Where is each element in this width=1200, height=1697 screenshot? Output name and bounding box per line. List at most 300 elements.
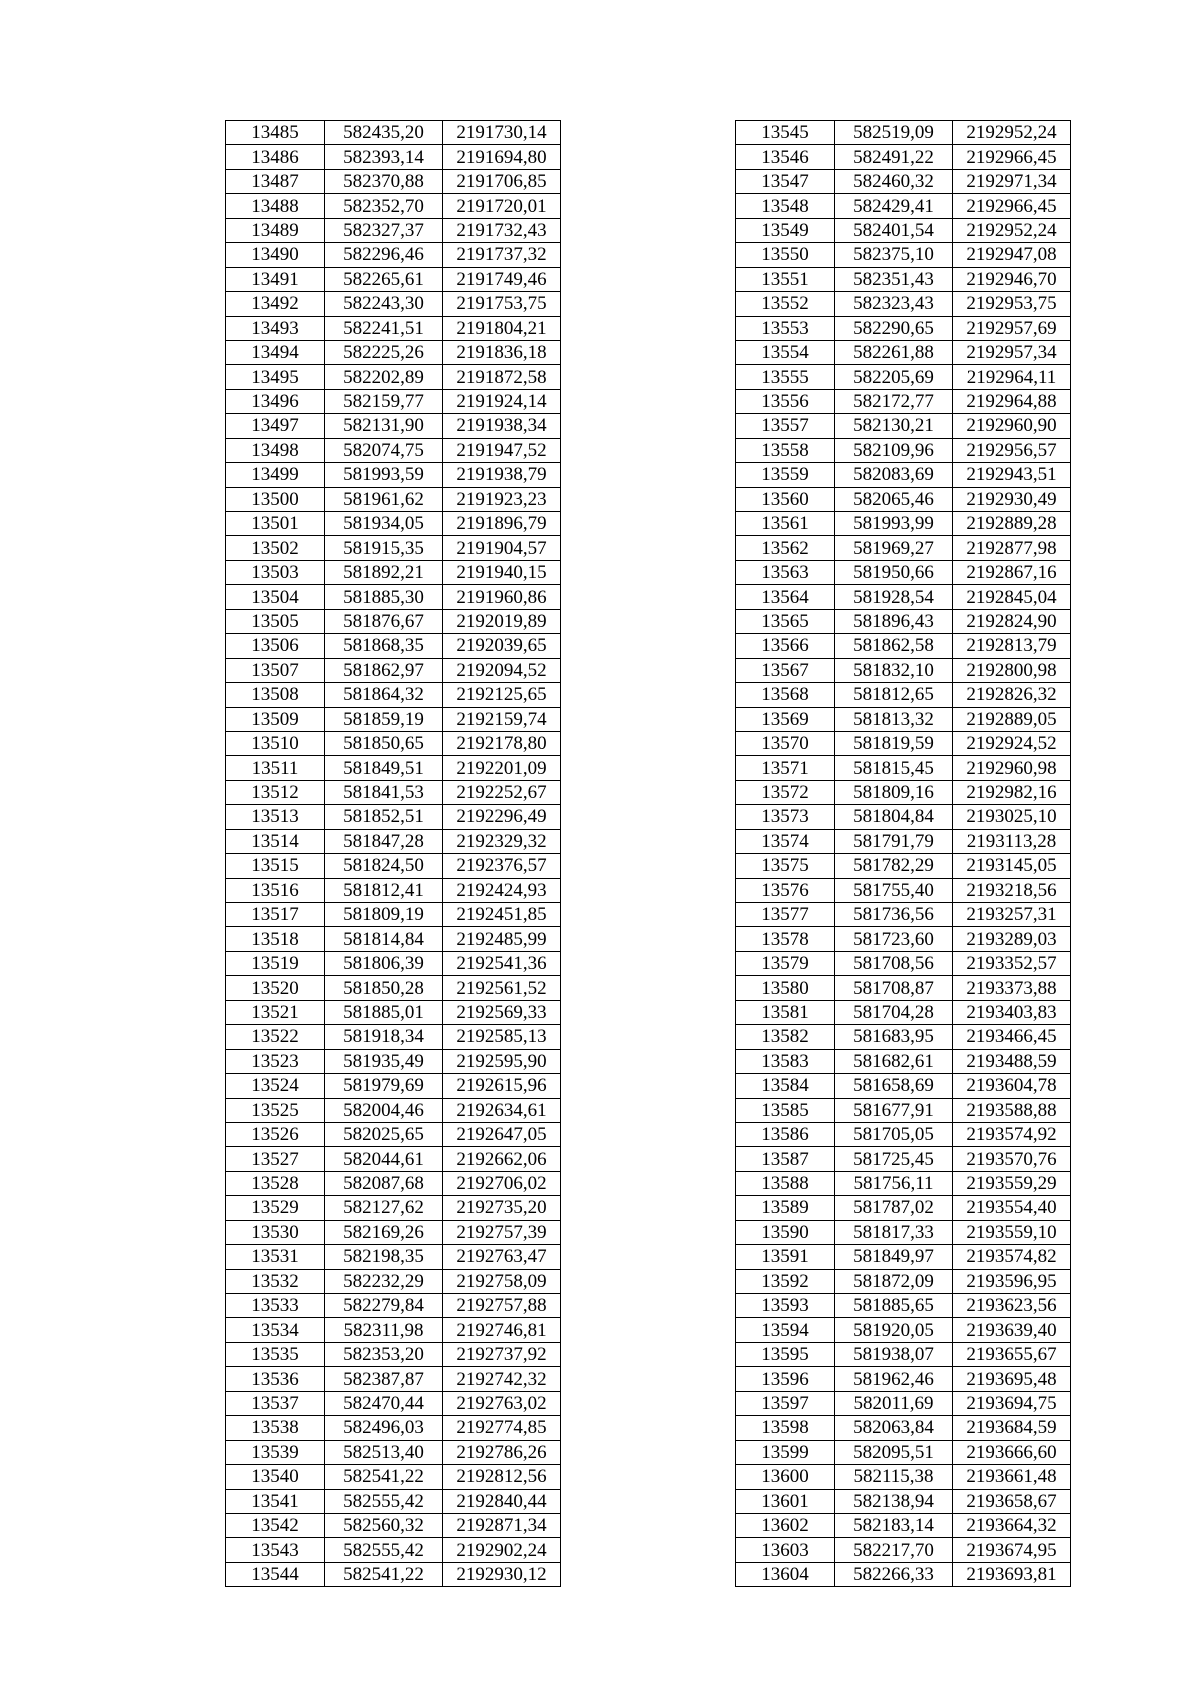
- x-coordinate-cell: 581993,99: [835, 512, 953, 536]
- point-number-cell: 13564: [736, 585, 835, 609]
- y-coordinate-cell: 2193257,31: [953, 903, 1071, 927]
- point-number-cell: 13558: [736, 438, 835, 462]
- table-row: [226, 1098, 561, 1122]
- x-coordinate-cell: 582290,65: [835, 316, 953, 340]
- table-row: [736, 145, 1071, 169]
- x-coordinate-cell: 581938,07: [835, 1342, 953, 1366]
- y-coordinate-cell: 2192763,47: [443, 1245, 561, 1269]
- x-coordinate-cell: 582131,90: [325, 414, 443, 438]
- y-coordinate-cell: 2193554,40: [953, 1196, 1071, 1220]
- y-coordinate-cell: 2193694,75: [953, 1391, 1071, 1415]
- table-row: [736, 1171, 1071, 1195]
- x-coordinate-cell: 581755,40: [835, 878, 953, 902]
- point-number-cell: 13560: [736, 487, 835, 511]
- y-coordinate-cell: 2193218,56: [953, 878, 1071, 902]
- table-row: [226, 1122, 561, 1146]
- point-number-cell: 13576: [736, 878, 835, 902]
- point-number-cell: 13544: [226, 1562, 325, 1586]
- x-coordinate-cell: 582063,84: [835, 1416, 953, 1440]
- y-coordinate-cell: 2191924,14: [443, 389, 561, 413]
- y-coordinate-cell: 2191737,32: [443, 243, 561, 267]
- y-coordinate-cell: 2192952,24: [953, 218, 1071, 242]
- point-number-cell: 13557: [736, 414, 835, 438]
- y-coordinate-cell: 2191872,58: [443, 365, 561, 389]
- x-coordinate-cell: 581723,60: [835, 927, 953, 951]
- y-coordinate-cell: 2192329,32: [443, 829, 561, 853]
- point-number-cell: 13582: [736, 1025, 835, 1049]
- x-coordinate-cell: 582198,35: [325, 1245, 443, 1269]
- x-coordinate-cell: 582232,29: [325, 1269, 443, 1293]
- table-row: [736, 1538, 1071, 1562]
- point-number-cell: 13549: [736, 218, 835, 242]
- point-number-cell: 13495: [226, 365, 325, 389]
- point-number-cell: 13562: [736, 536, 835, 560]
- x-coordinate-cell: 581969,27: [835, 536, 953, 560]
- table-row: [226, 1245, 561, 1269]
- table-row: [736, 1098, 1071, 1122]
- table-row: [736, 487, 1071, 511]
- table-row: [736, 340, 1071, 364]
- table-row: [736, 731, 1071, 755]
- table-row: [226, 683, 561, 707]
- x-coordinate-cell: 581868,35: [325, 634, 443, 658]
- x-coordinate-cell: 582095,51: [835, 1440, 953, 1464]
- y-coordinate-cell: 2192735,20: [443, 1196, 561, 1220]
- y-coordinate-cell: 2193693,81: [953, 1562, 1071, 1586]
- table-row: [736, 316, 1071, 340]
- x-coordinate-cell: 582279,84: [325, 1294, 443, 1318]
- table-row: [226, 707, 561, 731]
- y-coordinate-cell: 2192424,93: [443, 878, 561, 902]
- point-number-cell: 13575: [736, 854, 835, 878]
- point-number-cell: 13600: [736, 1465, 835, 1489]
- table-row: [736, 1000, 1071, 1024]
- table-row: [736, 1245, 1071, 1269]
- y-coordinate-cell: 2192634,61: [443, 1098, 561, 1122]
- point-number-cell: 13597: [736, 1391, 835, 1415]
- point-number-cell: 13593: [736, 1294, 835, 1318]
- y-coordinate-cell: 2192960,98: [953, 756, 1071, 780]
- point-number-cell: 13515: [226, 854, 325, 878]
- table-row: [226, 1416, 561, 1440]
- y-coordinate-cell: 2192952,24: [953, 121, 1071, 145]
- y-coordinate-cell: 2192585,13: [443, 1025, 561, 1049]
- x-coordinate-cell: 581885,01: [325, 1000, 443, 1024]
- point-number-cell: 13528: [226, 1171, 325, 1195]
- y-coordinate-cell: 2191904,57: [443, 536, 561, 560]
- table-row: [226, 976, 561, 1000]
- x-coordinate-cell: 582225,26: [325, 340, 443, 364]
- table-row: [736, 536, 1071, 560]
- table-row: [736, 1294, 1071, 1318]
- point-number-cell: 13590: [736, 1220, 835, 1244]
- point-number-cell: 13588: [736, 1171, 835, 1195]
- table-row: [226, 1074, 561, 1098]
- table-row: [736, 878, 1071, 902]
- y-coordinate-cell: 2192924,52: [953, 731, 1071, 755]
- x-coordinate-cell: 582519,09: [835, 121, 953, 145]
- point-number-cell: 13492: [226, 292, 325, 316]
- point-number-cell: 13569: [736, 707, 835, 731]
- point-number-cell: 13516: [226, 878, 325, 902]
- table-row: [226, 1025, 561, 1049]
- x-coordinate-cell: 582491,22: [835, 145, 953, 169]
- table-row: [226, 756, 561, 780]
- table-row: [736, 683, 1071, 707]
- table-row: [226, 218, 561, 242]
- point-number-cell: 13491: [226, 267, 325, 291]
- x-coordinate-cell: 581934,05: [325, 512, 443, 536]
- x-coordinate-cell: 581862,58: [835, 634, 953, 658]
- point-number-cell: 13542: [226, 1513, 325, 1537]
- y-coordinate-cell: 2192647,05: [443, 1122, 561, 1146]
- table-row: [736, 1465, 1071, 1489]
- x-coordinate-cell: 582241,51: [325, 316, 443, 340]
- x-coordinate-cell: 581791,79: [835, 829, 953, 853]
- point-number-cell: 13596: [736, 1367, 835, 1391]
- y-coordinate-cell: 2192902,24: [443, 1538, 561, 1562]
- x-coordinate-cell: 582138,94: [835, 1489, 953, 1513]
- x-coordinate-cell: 581815,45: [835, 756, 953, 780]
- y-coordinate-cell: 2192946,70: [953, 267, 1071, 291]
- table-row: [226, 121, 561, 145]
- table-row: [226, 414, 561, 438]
- y-coordinate-cell: 2192947,08: [953, 243, 1071, 267]
- table-row: [736, 121, 1071, 145]
- x-coordinate-cell: 581817,33: [835, 1220, 953, 1244]
- table-row: [226, 560, 561, 584]
- x-coordinate-cell: 581804,84: [835, 805, 953, 829]
- x-coordinate-cell: 582025,65: [325, 1122, 443, 1146]
- table-row: [736, 438, 1071, 462]
- y-coordinate-cell: 2193574,82: [953, 1245, 1071, 1269]
- y-coordinate-cell: 2193623,56: [953, 1294, 1071, 1318]
- point-number-cell: 13533: [226, 1294, 325, 1318]
- y-coordinate-cell: 2192746,81: [443, 1318, 561, 1342]
- y-coordinate-cell: 2193674,95: [953, 1538, 1071, 1562]
- table-row: [226, 267, 561, 291]
- x-coordinate-cell: 582065,46: [835, 487, 953, 511]
- point-number-cell: 13566: [736, 634, 835, 658]
- table-row: [736, 756, 1071, 780]
- y-coordinate-cell: 2193403,83: [953, 1000, 1071, 1024]
- table-row: [226, 243, 561, 267]
- y-coordinate-cell: 2192706,02: [443, 1171, 561, 1195]
- x-coordinate-cell: 581847,28: [325, 829, 443, 853]
- y-coordinate-cell: 2193684,59: [953, 1416, 1071, 1440]
- table-row: [226, 951, 561, 975]
- point-number-cell: 13518: [226, 927, 325, 951]
- y-coordinate-cell: 2192840,44: [443, 1489, 561, 1513]
- point-number-cell: 13511: [226, 756, 325, 780]
- y-coordinate-cell: 2193025,10: [953, 805, 1071, 829]
- y-coordinate-cell: 2192960,90: [953, 414, 1071, 438]
- table-row: [226, 1538, 561, 1562]
- y-coordinate-cell: 2192826,32: [953, 683, 1071, 707]
- y-coordinate-cell: 2192877,98: [953, 536, 1071, 560]
- table-row: [226, 927, 561, 951]
- y-coordinate-cell: 2191938,79: [443, 463, 561, 487]
- point-number-cell: 13500: [226, 487, 325, 511]
- table-row: [226, 731, 561, 755]
- x-coordinate-cell: 582115,38: [835, 1465, 953, 1489]
- point-number-cell: 13521: [226, 1000, 325, 1024]
- x-coordinate-cell: 582327,37: [325, 218, 443, 242]
- table-row: [226, 536, 561, 560]
- x-coordinate-cell: 582127,62: [325, 1196, 443, 1220]
- y-coordinate-cell: 2192957,34: [953, 340, 1071, 364]
- x-coordinate-cell: 581872,09: [835, 1269, 953, 1293]
- table-row: [226, 805, 561, 829]
- point-number-cell: 13522: [226, 1025, 325, 1049]
- table-row: [736, 1489, 1071, 1513]
- point-number-cell: 13589: [736, 1196, 835, 1220]
- x-coordinate-cell: 581814,84: [325, 927, 443, 951]
- y-coordinate-cell: 2192982,16: [953, 780, 1071, 804]
- point-number-cell: 13568: [736, 683, 835, 707]
- point-number-cell: 13497: [226, 414, 325, 438]
- y-coordinate-cell: 2191804,21: [443, 316, 561, 340]
- table-row: [736, 560, 1071, 584]
- point-number-cell: 13540: [226, 1465, 325, 1489]
- table-row: [736, 267, 1071, 291]
- y-coordinate-cell: 2191732,43: [443, 218, 561, 242]
- x-coordinate-cell: 582460,32: [835, 169, 953, 193]
- x-coordinate-cell: 581885,30: [325, 585, 443, 609]
- x-coordinate-cell: 581928,54: [835, 585, 953, 609]
- point-number-cell: 13579: [736, 951, 835, 975]
- point-number-cell: 13599: [736, 1440, 835, 1464]
- point-number-cell: 13524: [226, 1074, 325, 1098]
- table-row: [736, 1196, 1071, 1220]
- table-row: [736, 365, 1071, 389]
- x-coordinate-cell: 581677,91: [835, 1098, 953, 1122]
- x-coordinate-cell: 581819,59: [835, 731, 953, 755]
- table-row: [226, 634, 561, 658]
- point-number-cell: 13531: [226, 1245, 325, 1269]
- x-coordinate-cell: 581705,05: [835, 1122, 953, 1146]
- point-number-cell: 13502: [226, 536, 325, 560]
- x-coordinate-cell: 581736,56: [835, 903, 953, 927]
- x-coordinate-cell: 581862,97: [325, 658, 443, 682]
- x-coordinate-cell: 582311,98: [325, 1318, 443, 1342]
- point-number-cell: 13489: [226, 218, 325, 242]
- point-number-cell: 13496: [226, 389, 325, 413]
- table-row: [226, 780, 561, 804]
- x-coordinate-cell: 581806,39: [325, 951, 443, 975]
- y-coordinate-cell: 2192763,02: [443, 1391, 561, 1415]
- point-number-cell: 13604: [736, 1562, 835, 1586]
- point-number-cell: 13527: [226, 1147, 325, 1171]
- table-row: [226, 1562, 561, 1586]
- y-coordinate-cell: 2192956,57: [953, 438, 1071, 462]
- y-coordinate-cell: 2191938,34: [443, 414, 561, 438]
- table-row: [226, 658, 561, 682]
- y-coordinate-cell: 2192662,06: [443, 1147, 561, 1171]
- point-number-cell: 13552: [736, 292, 835, 316]
- point-number-cell: 13554: [736, 340, 835, 364]
- x-coordinate-cell: 582172,77: [835, 389, 953, 413]
- table-row: [736, 707, 1071, 731]
- y-coordinate-cell: 2192125,65: [443, 683, 561, 707]
- y-coordinate-cell: 2192867,16: [953, 560, 1071, 584]
- table-row: [736, 903, 1071, 927]
- table-row: [736, 1318, 1071, 1342]
- point-number-cell: 13537: [226, 1391, 325, 1415]
- point-number-cell: 13586: [736, 1122, 835, 1146]
- x-coordinate-cell: 581782,29: [835, 854, 953, 878]
- x-coordinate-cell: 581993,59: [325, 463, 443, 487]
- table-row: [736, 1122, 1071, 1146]
- table-row: [736, 780, 1071, 804]
- coordinates-table-right: [735, 120, 1071, 1587]
- table-row: [226, 1391, 561, 1415]
- point-number-cell: 13550: [736, 243, 835, 267]
- point-number-cell: 13504: [226, 585, 325, 609]
- x-coordinate-cell: 582496,03: [325, 1416, 443, 1440]
- x-coordinate-cell: 582541,22: [325, 1562, 443, 1586]
- y-coordinate-cell: 2193466,45: [953, 1025, 1071, 1049]
- y-coordinate-cell: 2192943,51: [953, 463, 1071, 487]
- table-row: [736, 1025, 1071, 1049]
- point-number-cell: 13571: [736, 756, 835, 780]
- y-coordinate-cell: 2191960,86: [443, 585, 561, 609]
- x-coordinate-cell: 581658,69: [835, 1074, 953, 1098]
- x-coordinate-cell: 581787,02: [835, 1196, 953, 1220]
- x-coordinate-cell: 582375,10: [835, 243, 953, 267]
- table-row: [736, 292, 1071, 316]
- y-coordinate-cell: 2193596,95: [953, 1269, 1071, 1293]
- x-coordinate-cell: 581950,66: [835, 560, 953, 584]
- point-number-cell: 13487: [226, 169, 325, 193]
- table-row: [226, 340, 561, 364]
- y-coordinate-cell: 2193588,88: [953, 1098, 1071, 1122]
- table-row: [736, 829, 1071, 853]
- y-coordinate-cell: 2193145,05: [953, 854, 1071, 878]
- point-number-cell: 13488: [226, 194, 325, 218]
- x-coordinate-cell: 582109,96: [835, 438, 953, 462]
- point-number-cell: 13507: [226, 658, 325, 682]
- x-coordinate-cell: 581832,10: [835, 658, 953, 682]
- point-number-cell: 13530: [226, 1220, 325, 1244]
- table-row: [736, 389, 1071, 413]
- y-coordinate-cell: 2192930,12: [443, 1562, 561, 1586]
- point-number-cell: 13551: [736, 267, 835, 291]
- y-coordinate-cell: 2192800,98: [953, 658, 1071, 682]
- point-number-cell: 13556: [736, 389, 835, 413]
- y-coordinate-cell: 2192159,74: [443, 707, 561, 731]
- x-coordinate-cell: 581935,49: [325, 1049, 443, 1073]
- point-number-cell: 13539: [226, 1440, 325, 1464]
- table-row: [226, 169, 561, 193]
- point-number-cell: 13572: [736, 780, 835, 804]
- point-number-cell: 13543: [226, 1538, 325, 1562]
- y-coordinate-cell: 2192757,88: [443, 1294, 561, 1318]
- x-coordinate-cell: 581809,19: [325, 903, 443, 927]
- table-row: [736, 927, 1071, 951]
- x-coordinate-cell: 582159,77: [325, 389, 443, 413]
- table-row: [226, 438, 561, 462]
- x-coordinate-cell: 582205,69: [835, 365, 953, 389]
- point-number-cell: 13525: [226, 1098, 325, 1122]
- x-coordinate-cell: 582169,26: [325, 1220, 443, 1244]
- y-coordinate-cell: 2193570,76: [953, 1147, 1071, 1171]
- y-coordinate-cell: 2193604,78: [953, 1074, 1071, 1098]
- x-coordinate-cell: 582083,69: [835, 463, 953, 487]
- y-coordinate-cell: 2192813,79: [953, 634, 1071, 658]
- table-row: [736, 1049, 1071, 1073]
- y-coordinate-cell: 2192930,49: [953, 487, 1071, 511]
- table-row: [226, 1367, 561, 1391]
- coordinates-table-body: [736, 121, 1071, 1587]
- point-number-cell: 13548: [736, 194, 835, 218]
- point-number-cell: 13517: [226, 903, 325, 927]
- y-coordinate-cell: 2192737,92: [443, 1342, 561, 1366]
- x-coordinate-cell: 582393,14: [325, 145, 443, 169]
- x-coordinate-cell: 581864,32: [325, 683, 443, 707]
- y-coordinate-cell: 2191720,01: [443, 194, 561, 218]
- table-row: [226, 1465, 561, 1489]
- y-coordinate-cell: 2192786,26: [443, 1440, 561, 1464]
- x-coordinate-cell: 581683,95: [835, 1025, 953, 1049]
- y-coordinate-cell: 2192957,69: [953, 316, 1071, 340]
- table-row: [736, 854, 1071, 878]
- point-number-cell: 13486: [226, 145, 325, 169]
- y-coordinate-cell: 2192757,39: [443, 1220, 561, 1244]
- y-coordinate-cell: 2193113,28: [953, 829, 1071, 853]
- x-coordinate-cell: 582555,42: [325, 1538, 443, 1562]
- table-row: [736, 169, 1071, 193]
- x-coordinate-cell: 582265,61: [325, 267, 443, 291]
- x-coordinate-cell: 582513,40: [325, 1440, 443, 1464]
- y-coordinate-cell: 2193655,67: [953, 1342, 1071, 1366]
- x-coordinate-cell: 582243,30: [325, 292, 443, 316]
- point-number-cell: 13490: [226, 243, 325, 267]
- x-coordinate-cell: 582387,87: [325, 1367, 443, 1391]
- y-coordinate-cell: 2192774,85: [443, 1416, 561, 1440]
- x-coordinate-cell: 581704,28: [835, 1000, 953, 1024]
- point-number-cell: 13567: [736, 658, 835, 682]
- x-coordinate-cell: 581962,46: [835, 1367, 953, 1391]
- table-row: [226, 194, 561, 218]
- y-coordinate-cell: 2192953,75: [953, 292, 1071, 316]
- table-row: [736, 658, 1071, 682]
- point-number-cell: 13565: [736, 609, 835, 633]
- table-row: [736, 414, 1071, 438]
- y-coordinate-cell: 2192966,45: [953, 194, 1071, 218]
- table-row: [226, 1147, 561, 1171]
- x-coordinate-cell: 581896,43: [835, 609, 953, 633]
- table-row: [226, 1440, 561, 1464]
- y-coordinate-cell: 2191836,18: [443, 340, 561, 364]
- point-number-cell: 13510: [226, 731, 325, 755]
- y-coordinate-cell: 2192451,85: [443, 903, 561, 927]
- point-number-cell: 13508: [226, 683, 325, 707]
- table-row: [226, 389, 561, 413]
- x-coordinate-cell: 581849,51: [325, 756, 443, 780]
- y-coordinate-cell: 2192742,32: [443, 1367, 561, 1391]
- x-coordinate-cell: 582353,20: [325, 1342, 443, 1366]
- table-row: [736, 1367, 1071, 1391]
- point-number-cell: 13494: [226, 340, 325, 364]
- point-number-cell: 13506: [226, 634, 325, 658]
- x-coordinate-cell: 582130,21: [835, 414, 953, 438]
- y-coordinate-cell: 2192039,65: [443, 634, 561, 658]
- y-coordinate-cell: 2193559,10: [953, 1220, 1071, 1244]
- coordinates-table-left: [225, 120, 561, 1587]
- table-row: [736, 243, 1071, 267]
- point-number-cell: 13584: [736, 1074, 835, 1098]
